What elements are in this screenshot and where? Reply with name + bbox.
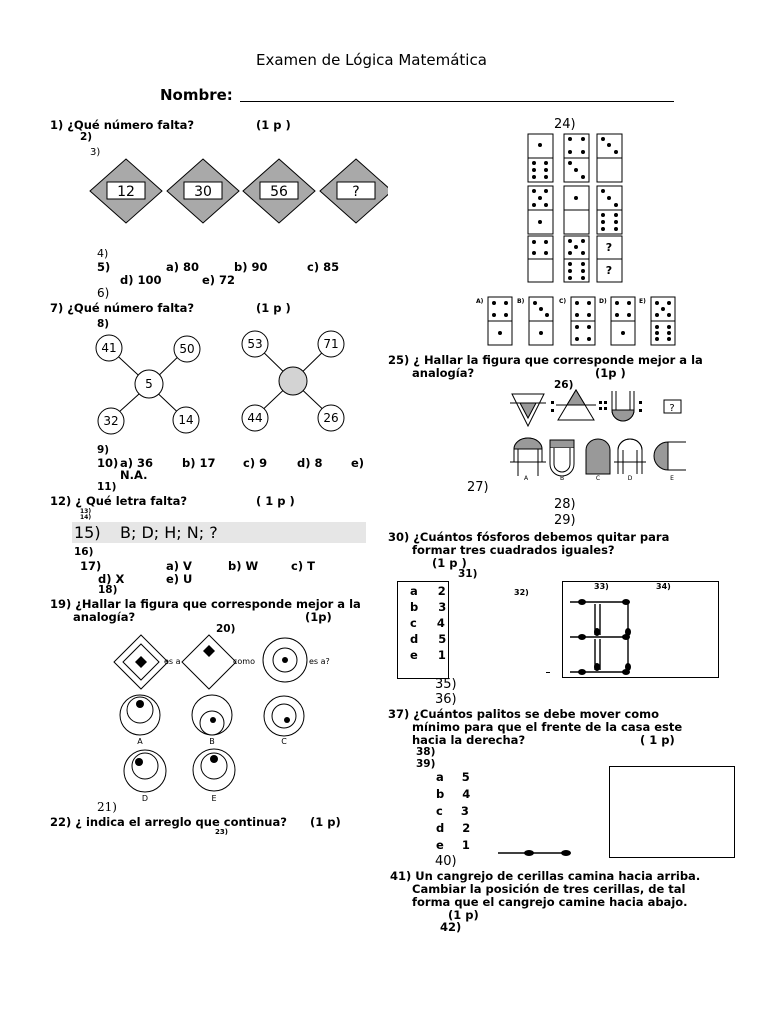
q7-opt-c[interactable]: c) 9: [243, 456, 268, 470]
num-15: 15): [74, 523, 101, 542]
num-29: 29): [554, 513, 576, 528]
q22-points: (1 p): [310, 815, 341, 829]
q25-label-E: E: [670, 475, 674, 482]
q19-line2: analogía?: [73, 610, 136, 624]
q30-opt-e[interactable]: e 1: [410, 648, 446, 662]
num-18: 18): [98, 584, 118, 596]
num-8: 8): [97, 318, 110, 330]
q25-line2: analogía?: [412, 366, 475, 380]
num-10: 10): [97, 456, 119, 470]
q25-label-A: A: [523, 475, 529, 482]
q7-opt-na[interactable]: N.A.: [120, 468, 148, 482]
num-31: 31): [458, 568, 478, 580]
exam-title: Examen de Lógica Matemática: [256, 51, 487, 69]
q12-opt-d[interactable]: d) X: [98, 572, 125, 586]
diamond-2: [167, 159, 239, 223]
q30-opt-b[interactable]: b 3: [410, 600, 447, 614]
q12-opt-c[interactable]: c) T: [291, 559, 315, 573]
diamond-4-value: ?: [352, 184, 360, 200]
num-26: 26): [554, 379, 574, 391]
diamond-3-value: 56: [270, 184, 288, 200]
diamond-3: [243, 159, 315, 223]
letter-sequence: B; D; H; N; ?: [120, 523, 218, 542]
num-42: 42): [440, 920, 462, 934]
num-2: 2): [80, 131, 93, 143]
dom-opt-A: A): [476, 298, 484, 305]
q19-line1: 19) ¿Hallar la figura que corresponde mejor a la: [50, 597, 361, 611]
domino-unknown-bottom: ?: [605, 264, 613, 277]
dom-opt-D: D): [599, 298, 607, 305]
num-4: 4): [97, 247, 109, 260]
q1-opt-a[interactable]: a) 80: [166, 260, 200, 274]
q37-opt-e[interactable]: e 1: [436, 838, 470, 852]
q37-opt-b[interactable]: b 4: [436, 787, 471, 801]
q25-option-C: [586, 439, 610, 474]
q37-line2: mínimo para que el frente de la casa este: [412, 720, 683, 734]
matchstick-squares: [540, 592, 650, 682]
q7-points: (1 p ): [256, 301, 291, 315]
right-tr: 71: [323, 337, 339, 351]
num-9: 9): [97, 444, 110, 456]
option-A-label: A: [137, 737, 143, 746]
q30-opt-d[interactable]: d 5: [410, 632, 447, 646]
domino-grid: [524, 132, 634, 284]
option-A-figure: [120, 695, 160, 735]
es-a2-label: es a?: [309, 657, 330, 666]
q25-label-D: D: [627, 475, 633, 482]
sequence-band: [72, 522, 366, 543]
q7-opt-b[interactable]: b) 17: [182, 456, 216, 470]
num-35: 35): [435, 677, 457, 692]
q25-points: (1p ): [595, 366, 626, 380]
q25-option-D: [614, 439, 646, 474]
q37-line3: hacia la derecha?: [412, 733, 526, 747]
num-34: 34): [656, 582, 671, 591]
q12-points: ( 1 p ): [256, 494, 295, 508]
como-label: como: [233, 657, 255, 666]
diamond-4: [320, 159, 388, 223]
q19-points: (1p): [305, 610, 332, 624]
right-bl: 44: [247, 411, 263, 425]
right-br: 26: [323, 411, 339, 425]
left-bl: 32: [103, 414, 119, 428]
num-21: 21): [97, 800, 117, 814]
num-38: 38): [416, 746, 436, 758]
num-23: 23): [215, 828, 228, 836]
q1-text: 1) ¿Qué número falta?: [50, 118, 195, 132]
num-3: 3): [90, 147, 101, 158]
q37-opt-c[interactable]: c 3: [436, 804, 469, 818]
dom-opt-C: C): [559, 298, 567, 305]
diamond-1: [90, 159, 162, 223]
q1-diamonds: [88, 157, 388, 227]
q7-number-crosses: [92, 330, 352, 436]
q41-points: (1 p): [448, 908, 479, 922]
q12-opt-b[interactable]: b) W: [228, 559, 259, 573]
q7-opt-a[interactable]: a) 36: [120, 456, 154, 470]
option-E-figure: [193, 749, 235, 791]
q22-text: 22) ¿ indica el arreglo que continua?: [50, 815, 287, 829]
q30-opt-a[interactable]: a 2: [410, 584, 446, 598]
q1-opt-e[interactable]: e) 72: [202, 273, 236, 287]
num-5: 5): [97, 260, 111, 274]
q12-opt-e[interactable]: e) U: [166, 572, 193, 586]
num-17: 17): [80, 559, 102, 573]
q19-analogy-figures: [110, 632, 370, 812]
q30-points: (1 p ): [432, 556, 467, 570]
num-28: 28): [554, 497, 576, 512]
house-figure-box: [609, 766, 735, 858]
q37-opt-a[interactable]: a 5: [436, 770, 470, 784]
q30-line2: formar tres cuadrados iguales?: [412, 543, 615, 557]
num-33: 33): [594, 582, 609, 591]
q25-option-B: [550, 440, 574, 476]
option-B-label: B: [209, 737, 215, 746]
q41-line2: Cambiar la posición de tres cerillas, de tal: [412, 882, 686, 896]
q7-text: 7) ¿Qué número falta?: [50, 301, 195, 315]
option-E-label: E: [211, 794, 217, 803]
q7-opt-e[interactable]: e): [351, 456, 365, 470]
domino-options: [474, 294, 684, 348]
es-a-label: es a: [164, 657, 181, 666]
diamond-1-value: 12: [117, 184, 135, 200]
q25-unknown: ?: [669, 403, 675, 414]
q25-option-A: [510, 438, 546, 476]
num-20: 20): [216, 623, 236, 635]
q12-text: 12) ¿ Qué letra falta?: [50, 494, 188, 508]
domino-unknown-top: ?: [605, 241, 613, 254]
num-6: 6): [97, 286, 110, 300]
left-tr: 50: [179, 342, 195, 356]
num-16: 16): [74, 546, 94, 558]
num-40: 40): [435, 854, 457, 869]
right-tl: 53: [247, 337, 263, 351]
q41-line3: forma que el cangrejo camine hacia abajo.: [412, 895, 688, 909]
option-C-label: C: [281, 737, 287, 746]
left-br: 14: [178, 413, 194, 427]
q37-opt-d[interactable]: d 2: [436, 821, 471, 835]
q37-line1: 37) ¿Cuántos palitos se debe mover como: [388, 707, 660, 721]
q37-points: ( 1 p): [640, 733, 675, 747]
q25-analogy-figures: [508, 388, 698, 488]
option-B-figure: [192, 695, 232, 735]
option-D-figure: [124, 750, 166, 792]
q30-line1: 30) ¿Cuántos fósforos debemos quitar para: [388, 530, 670, 544]
option-C-figure: [264, 696, 304, 736]
q25-label-B: B: [559, 475, 565, 482]
q25-line1: 25) ¿ Hallar la figura que corresponde mejor a la: [388, 353, 703, 367]
q1-opt-d[interactable]: d) 100: [120, 273, 162, 287]
num-36: 36): [435, 692, 457, 707]
q30-opt-c[interactable]: c 4: [410, 616, 445, 630]
match-stub: [496, 846, 596, 858]
name-label: Nombre:: [160, 86, 233, 104]
dom-opt-B: B): [517, 298, 525, 305]
option-D-label: D: [141, 794, 149, 803]
num-39: 39): [416, 758, 436, 770]
left-tl: 41: [101, 341, 117, 355]
num-27: 27): [467, 480, 489, 495]
name-field-line[interactable]: [240, 101, 674, 102]
num-24: 24): [554, 117, 576, 132]
q1-points: (1 p ): [256, 118, 291, 132]
q25-label-C: C: [595, 475, 601, 482]
num-32: 32): [514, 588, 529, 597]
num-11: 11): [97, 481, 117, 493]
q12-opt-a[interactable]: a) V: [166, 559, 192, 573]
left-center: 5: [145, 377, 153, 391]
q25-option-E: [654, 442, 686, 470]
q1-opt-b[interactable]: b) 90: [234, 260, 268, 274]
q1-opt-c[interactable]: c) 85: [307, 260, 340, 274]
q41-line1: 41) Un cangrejo de cerillas camina hacia arriba.: [390, 869, 701, 883]
num-13-14: 13) 14): [80, 508, 92, 521]
dom-opt-E: E): [639, 298, 646, 305]
diamond-2-value: 30: [194, 184, 212, 200]
q7-opt-d[interactable]: d) 8: [297, 456, 323, 470]
